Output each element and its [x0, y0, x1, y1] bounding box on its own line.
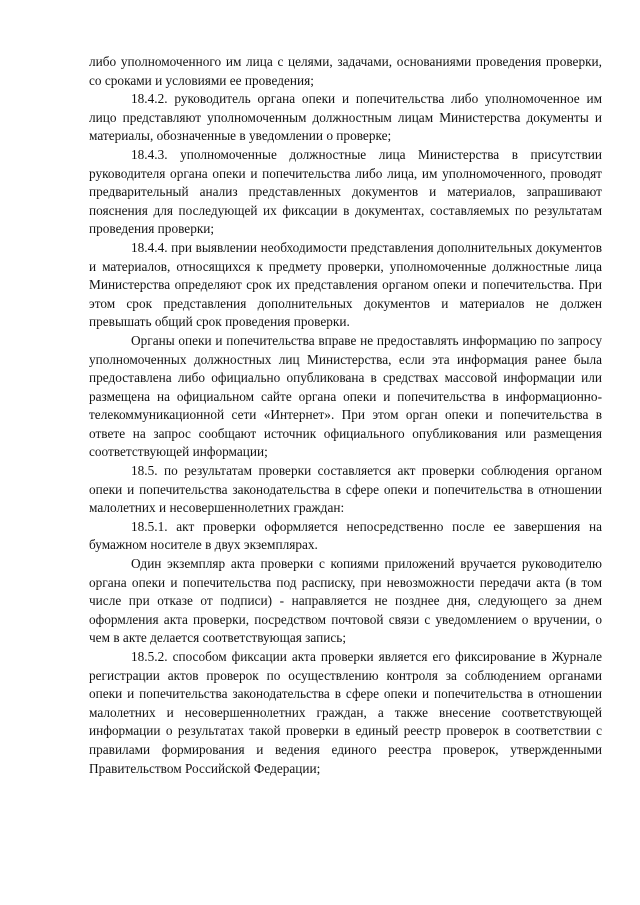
paragraph-18-4-4: 18.4.4. при выявлении необходимости представления дополнительных документов и материалов, относящихся к предмету проверки, уполномоченные должностные лица Министерства определяют срок их представления органом опеки и попечительства. При этом срок представления дополнительных документов и материалов не должен превышать общий срок проведения проверки. — [89, 239, 602, 330]
paragraph-18-4-3: 18.4.3. уполномоченные должностные лица Министерства в присутствии руководителя органа опеки и попечительства либо лица, им уполномоченного, проводят предварительный анализ представленных документов и материалов, запрашивают пояснения для последующей их фиксации в документах, составляемых по результатам проведения проверки; — [89, 146, 602, 237]
paragraph-18-5: 18.5. по результатам проверки составляется акт проверки соблюдения органом опеки и попечительства законодательства в сфере опеки и попечительства в отношении малолетних и несовершеннолетних граждан: — [89, 463, 602, 516]
paragraph-continuation: либо уполномоченного им лица с целями, задачами, основаниями проведения проверки, со сроками и условиями ее проведения; — [89, 54, 602, 88]
paragraph-18-5-2: 18.5.2. способом фиксации акта проверки является его фиксирование в Журнале регистрации актов проверок по осуществлению контроля за соблюдением органами опеки и попечительства законодательства в сфере опеки и попечительства в отношении малолетних и несовершеннолетних граждан, а также внесение соответствующей информации о результатах такой проверки в единый реестр проверок в соответствии с правилами формирования и ведения единого реестра проверок, утвержденными Правительством Российской Федерации; — [89, 649, 602, 776]
document-body — [89, 53, 602, 778]
paragraph-act-delivery: Один экземпляр акта проверки с копиями приложений вручается руководителю органа опеки и попечительства под расписку, при невозможности передачи акта (в том числе при отказе от подписи) - направляется не позднее дня, следующего за днем оформления акта проверки, посредством почтовой связи с уведомлением о вручении, о чем в акте делается соответствующая запись; — [89, 556, 602, 646]
paragraph-18-5-1: 18.5.1. акт проверки оформляется непосредственно после ее завершения на бумажном носителе в двух экземплярах. — [89, 518, 602, 553]
paragraph-18-4-2: 18.4.2. руководитель органа опеки и попечительства либо уполномоченное им лицо представляют уполномоченным должностным лицам Министерства документы и материалы, обозначенные в уведомлении о проверке; — [89, 91, 602, 144]
paragraph-information-refusal: Органы опеки и попечительства вправе не предоставлять информацию по запросу уполномоченных должностных лиц Министерства, если эта информация ранее была предоставлена либо официально опубликована в средствах массовой информации или размещена на официальном сайте органа опеки и попечительства в информационно-телекоммуникационной сети «Интернет». При этом орган опеки и попечительства в ответе на запрос сообщают источник официального опубликования или размещения соответствующей информации; — [89, 332, 602, 460]
